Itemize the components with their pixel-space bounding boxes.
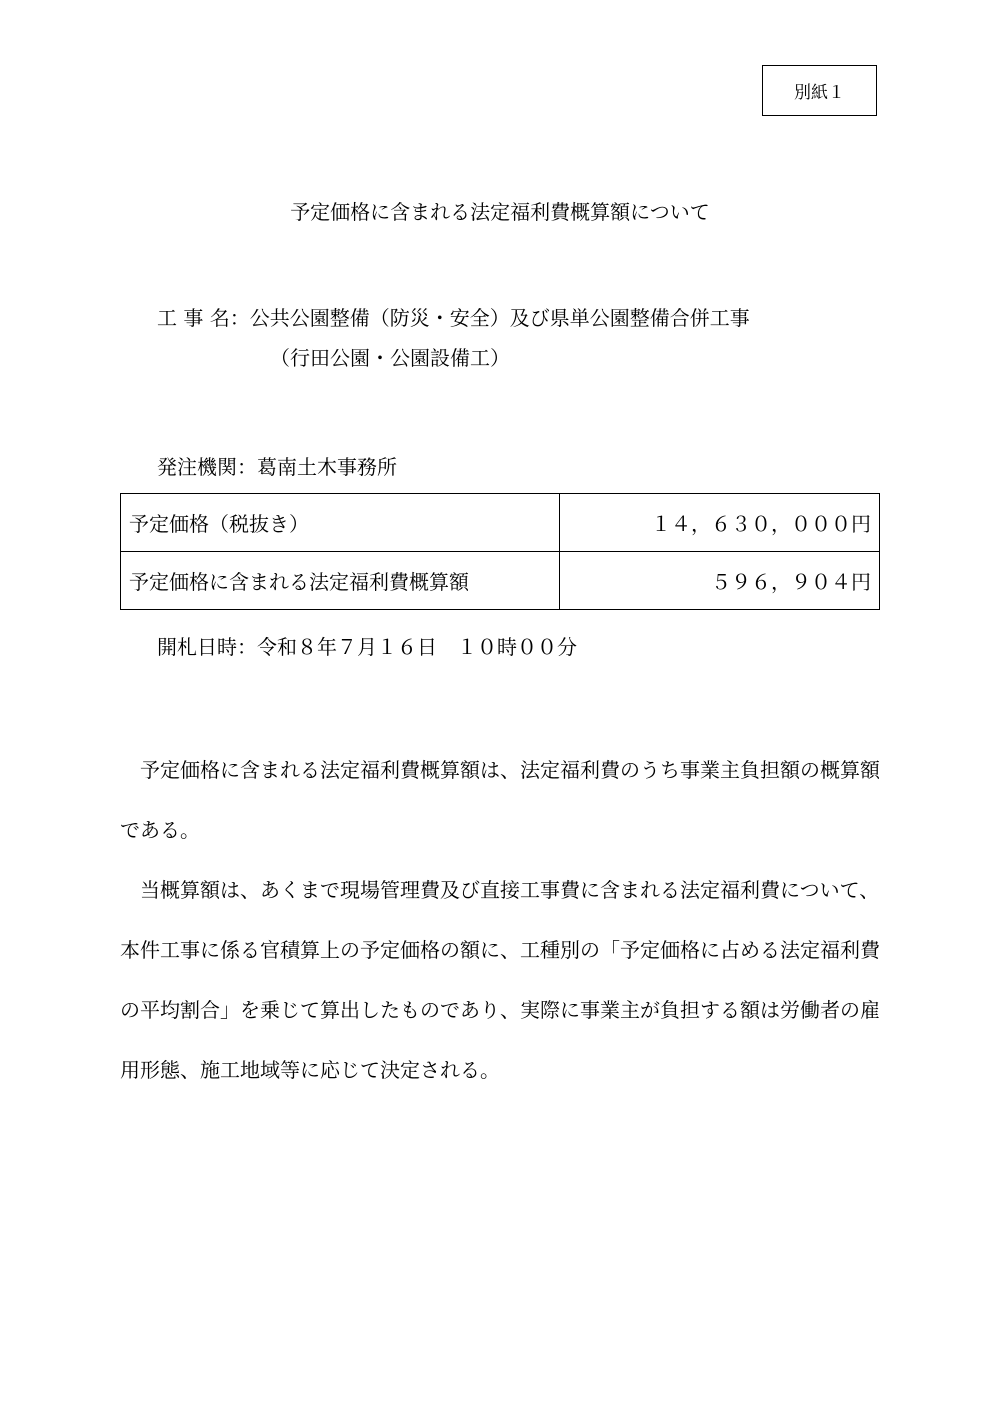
body-text <box>120 740 886 1100</box>
paragraph: 当概算額は、あくまで現場管理費及び直接工事費に含まれる法定福利費について、本件工事に係る官積算上の予定価格の額に、工種別の「予定価格に占める法定福利費の平均割合」を乗じて算出したものであり、実際に事業主が負担する額は労働者の雇用形態、施工地域等に応じて決定される。 <box>120 878 880 1082</box>
attachment-label: 別紙１ <box>762 65 877 116</box>
table-row <box>121 494 880 552</box>
price-table <box>120 493 880 610</box>
welfare-cost-label: 予定価格に含まれる法定福利費概算額 <box>121 552 560 610</box>
work-name-value: 公共公園整備（防災・安全）及び県単公園整備合併工事 <box>249 306 750 330</box>
planned-price-value: １４，６３０，０００円 <box>560 494 880 552</box>
table-row <box>121 552 880 610</box>
document-title: 予定価格に含まれる法定福利費概算額について <box>290 200 710 224</box>
orderer-value: 葛南土木事務所 <box>257 455 397 479</box>
opening-value: 令和８年７月１６日 １０時００分 <box>257 635 577 659</box>
work-name-value-line2: （行田公園・公園設備工） <box>270 346 510 370</box>
opening-row <box>157 631 577 660</box>
opening-label: 開札日時： <box>157 635 257 659</box>
work-name-label: 工 事 名： <box>157 306 250 330</box>
orderer-row <box>157 451 397 480</box>
planned-price-label: 予定価格（税抜き） <box>121 494 560 552</box>
welfare-cost-value: ５９６，９０４円 <box>560 552 880 610</box>
paragraph: 予定価格に含まれる法定福利費概算額は、法定福利費のうち事業主負担額の概算額である。 <box>120 758 880 842</box>
work-name-row <box>157 302 750 331</box>
orderer-label: 発注機関： <box>157 455 257 479</box>
